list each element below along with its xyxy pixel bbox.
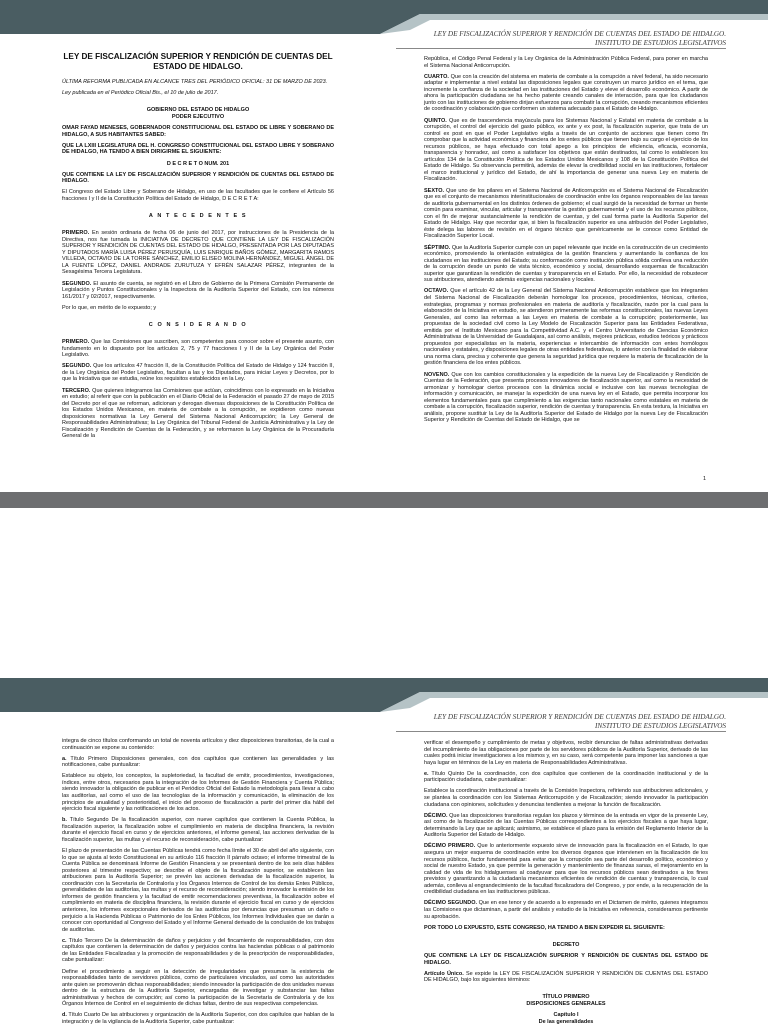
decree-number: D E C R E T O NUM. 201 bbox=[166, 160, 230, 167]
considerando-noveno: NOVENO. Que con los cambios constitucionales y la expedición de la nueva Ley de Fiscalización y Rendición de Cuentas de la Federación, que presenta procesos innovadores de fiscalización superior, así como la necesidad de armonizar y homologar ciertos procesos con la dinámica social e inclusive con las nuevas tecnologías de información y comunicación, se manejar la expedición de una nueva ley en el Estado, que permita incorporar los elementos fundamentales para que cumplimiento a las exigencias tanto nacionales como estatales en materia de combate a la corrupción, fiscalización superior, rendición de cuentas y transparencia. En esta textura, la Iniciativa en análisis, propone sustituir la Ley de la Auditoría Superior del Estado de Hidalgo por la nueva Ley de Fiscalización Superior y Rendición de Cuentas del Estado de Hidalgo, que se bbox=[424, 371, 708, 424]
considerando-segundo: SEGUNDO. Que los artículos 47 fracción II, de la Constitución Política del Estado de Hidalgo y 124 fracción II, de la Ley Orgánica del Poder Legislativo, facultan a las y los Diputados, para iniciar Leyes y Decretos, por lo que la Iniciativa que se estudia, reúne los requisitos establecidos en la Ley. bbox=[62, 363, 334, 383]
considerando-heading: C O N S I D E R A N D O bbox=[148, 321, 248, 328]
page1-right-column bbox=[424, 56, 708, 429]
header-institute: INSTITUTO DE ESTUDIOS LEGISLATIVOS bbox=[595, 38, 726, 47]
item-c-body: Define el procedimiento a seguir en la detección de irregularidades que presuman la existencia de responsabilidades tanto de servidores públicos, como de particulares vinculados, así como las autoridades ante quien se promoverán dichas responsabilidades; siendo innovador la participación de dos unidades nuevas dentro de la estructura de la Auditoría Superior, encargadas de investigar y substanciar las faltas administrativas y hechos de corrupción; así como la participación de la Secretaría de Contraloría y de los Órganos Internos de Control en el seguimiento de dichas faltas, dentro de sus respectivas competencias. bbox=[62, 968, 334, 1008]
law-title: LEY DE FISCALIZACIÓN SUPERIOR Y RENDICIÓN DE CUENTAS DEL ESTADO DE HIDALGO. bbox=[63, 52, 333, 71]
executive-heading: PODER EJECUTIVO bbox=[171, 114, 225, 121]
page1-left-column bbox=[62, 52, 334, 445]
item-e-body: Establece la coordinación institucional a través de la Comisión Inspectora, refiriendo sus atribuciones adicionales, y se plantea la coordinación con los Sistemas Anticorrupción y de Fiscalización; siendo innovador la participación ciudadana con opiniones, solicitudes y denuncias tendientes a mejorar la función de fiscalización. bbox=[424, 788, 708, 808]
considerando-octavo: OCTAVO. Que el artículo 42 de la Ley General del Sistema Nacional Anticorrupción establece que los integrantes del Sistema Nacional de Fiscalización deberán homologar los procesos, procedimientos, técnicas, criterios, estrategias, programas y normas profesionales en materia de auditoría y fiscalización, razón por la cual para la elaboración de la Iniciativa en estudio, se atendieron primeramente las reformas constitucionales, las nuevas Leyes Generales, así como las reformas a las Leyes en materia de combate a la corrupción; posteriormente, las propuestas de la sociedad civil como la Ley Modelo de Fiscalización Superior para las Entidades Federativas, emitida por el Instituto Mexicano para la Competitividad A.C. y el Centro Universitario de Ciencias Económico Administrativas de la Universidad de Guadalajara, así como análisis, mejores prácticas, estudios teóricos y prácticos propuestos por especialistas en la materia, experiencias e intercambio de información con entes homólogos nacionales y estatales, y disposiciones legales de otras entidades federativas, lo anterior con la finalidad de elaborar una norma clara, precisa y coherente que genera la seguridad jurídica que requiere la materia de fiscalización de la gestión financiera de los entes públicos. bbox=[424, 288, 708, 367]
por-lo-que: Por lo que, en mérito de lo expuesto; y bbox=[62, 304, 157, 311]
titulo-primero: TÍTULO PRIMERO bbox=[542, 994, 590, 1001]
item-b-body: El plazo de presentación de las Cuentas Públicas tendrá como fecha límite el 30 de abril del año siguiente, con lo que se ajusta al texto Constitucional en su artículo 116 fracción II párrafo octavo; el informe trimestral de la Cuenta Pública se denominará Informe de Gestión Financiera y se presentará dentro de los seis días hábiles posteriores al trimestre respectivo; se describe el objeto de la fiscalización superior, se establecen las atribuciones para la Auditoría Superior; se prevén las acciones derivadas de la fiscalización superior, la coordinación con la Secretaría de Contraloría y los Órganos Internos de Control de los demás Entes Públicos, generalidades de las auditorías, las multas y el recurso de reconsideración; siendo innovador la emisión de los informes de gestión financiera y la facultad de emitir recomendaciones preventivas, la fiscalización sobre el cumplimiento en materia de disciplina financiera, la revisión durante el ejercicio fiscal en curso y de ejercicios anteriores, los informes excepcionales derivados de las auditorías por denuncias que presuman un daño o perjuicio a la Hacienda Públicas o Patrimonio de los Entes Públicos, los Informes Individuales que se darán a conocer con oportunidad al Congreso del Estado y el Informe General derivado de la conclusión de los trabajos de auditorías. bbox=[62, 848, 334, 933]
item-d: d. Título Cuarto De las atribuciones y organización de la Auditoría Superior, con dos capítulos que hablan de la integración y de la vigilancia de la Auditoría Superior, cabe puntualizar: bbox=[62, 1012, 334, 1024]
por-todo-lo-expuesto: POR TODO LO EXPUESTO, ESTE CONGRESO, HA TENIDO A BIEN EXPEDIR EL SIGUIENTE: bbox=[424, 924, 665, 931]
considerando-decimo-primero: DÉCIMO PRIMERO. Que lo anteriormente expuesto sirve de innovación para la fiscalización en el Estado, lo que asegura un mejor esquema de coordinación entre los diversos órganos que intervienen en la fiscalización de los recursos públicos, factor fundamental para evitar que la corrupción sea parte del desarrollo político, económico y social de nuestro Estado, ya que permite la generación y mantenimiento de finanzas sanas, el mejoramiento en la calidad de vida de los hidalguenses al coadyuvar para que los recursos públicos sean destinados a los fines previstos y garantizando a la ciudadanía mecanismos eficientes de rendición de cuentas y transparencia, lo cual además, conlleva al engrandecimiento de la facultad fiscalizadora del Congreso, y por ende, a la recuperación de la credibilidad ciudadana en las instituciones públicas. bbox=[424, 843, 708, 896]
antecedentes-heading: A N T E C E D E N T E S bbox=[148, 213, 248, 220]
item-d-cont: verificar el desempeño y cumplimiento de metas y objetivos, recibir denuncias de faltas administrativas derivadas del incumplimiento de las obligaciones por parte de los servidores públicos de la Auditoría Superior, derivado de las cuales podrá iniciar investigaciones a los mismos y, en su caso, será competente para imponer las sanciones a que haya lugar en términos de la Ley en materia de Responsabilidades Administrativas. bbox=[424, 740, 708, 766]
publication-note: Ley publicada en el Periódico Oficial Bis., el 10 de julio de 2017. bbox=[62, 90, 219, 97]
antecedente-segundo: SEGUNDO. El asunto de cuenta, se registró en el Libro de Gobierno de la Primera Comisión Permanente de Legislación y Puntos Constitucionales y la Inspectora de la Auditoría Superior del Estado, con los números 161/2017 y 02/2017, respectivamente. bbox=[62, 280, 334, 300]
considerando-tercero-cont: República, el Código Penal Federal y la Ley Orgánica de la Administración Pública Federal, para poner en marcha el Sistema Nacional Anticorrupción. bbox=[424, 56, 708, 69]
governor-statement: OMAR FAYAD MENESES, GOBERNADOR CONSTITUCIONAL DEL ESTADO DE LIBRE Y SOBERANO DE HIDALGO, A SUS HABITANTES SABED: bbox=[62, 125, 334, 138]
considerando-primero: PRIMERO. Que las Comisiones que suscriben, son competentes para conocer sobre el presente asunto, con fundamento en lo dispuesto por los artículos 2, 75 y 77 fracciones I y II de la Ley Orgánica del Poder Legislativo. bbox=[62, 339, 334, 359]
considerando-decimo-segundo: DÉCIMO SEGUNDO. Que en ese tenor y de acuerdo a lo expresado en el Dictamen de mérito, quienes integramos las Comisiones que dictaminan, a partir del análisis y estudio de la Iniciativa en referencia, consideramos pertinente su aprobación. bbox=[424, 900, 708, 920]
considerando-quinto: QUINTO. Que es de trascendencia mayúscula para los Sistemas Nacional y Estatal en materia de combate a la corrupción, el control del ejercicio del gasto público, ex ante y ex post, la fiscalización superior, que trata de un control ex post en que el Poder Legislativo vigila a través de un conjunto de acciones que tienen como fin comprobar que la actividad económica y financiera de los entes públicos que tienen bajo su cargo el ejercicio de los recursos públicos, se haya efectuado con total apego a los principios de eficiencia, eficacia, economía, transparencia y honradez, así como a satisfacer los objetivos que están destinados, tal como lo establecen los artículos 134 de la Constitución Política de los Estados Unidos Mexicanos y 108 de la Constitución Política del Estado de Hidalgo. Su observancia permitirá, además de elevar la credibilidad social en las instituciones, fortalecer el marco institucional y jurídico del Estado, de ahí la importancia de generar una nueva Ley en materia de Fiscalización. bbox=[424, 117, 708, 183]
running-header bbox=[396, 713, 726, 732]
document-page-1 bbox=[0, 0, 768, 492]
considerando-decimo: DÉCIMO. Que las disposiciones transitorias regulan los plazos y términos de la entrada en vigor de la presente Ley, así como de la fiscalización de las Cuentas Públicas correspondientes a los ejercicios fiscales a que haya lugar, determinando la Ley que se aplicará; asimismo, se establece el plazo para la emisión del Reglamento Interior de la Auditoría Superior del Estado de Hidalgo. bbox=[424, 812, 708, 839]
antecedente-primero: PRIMERO. En sesión ordinaria de fecha 06 de junio del 2017, por instrucciones de la Presidencia de la Directiva, nos fue turnada la INICIATIVA DE DECRETO QUE CONTIENE LA LEY DE FISCALIZACIÓN SUPERIOR Y RENDICIÓN DE CUENTAS DEL ESTADO DE HIDALGO, PRESENTADA POR LAS DIPUTADAS Y DIPUTADOS MARÍA LUISA PÉREZ PERUSQUÍA, LUIS ENRIQUE BAÑOS GÓMEZ, MARGARITA RAMOS VILLEDA, OCTAVIO DE LA TORRE SÁNCHEZ, EMILIO ELISEO MOLINA HERNÁNDEZ, MIGUEL ÁNGEL DE LA FUENTE LÓPEZ, DANIEL ANDRADE ZURUTUZA Y EFRÉN SALAZAR PÉREZ, integrantes de la Sexagésima Tercera Legislatura. bbox=[62, 230, 334, 276]
document-page-2 bbox=[0, 508, 768, 1024]
considerando-septimo: SÉPTIMO. Que la Auditoría Superior cumple con un papel relevante que incide en la construcción de un crecimiento económico, promoviendo la orientación estratégica de la gestión financiera y aumentando la confianza de los ciudadanos en las instituciones del Estado; su conformación como institución pública sólida conlleva una reducción de la corrupción desde un punto de vista técnico, económico y social, desarrollando esquemas de fiscalización superior que garantizan la rendición de cuentas y transparencia en el Estado. Por ello, la necesidad de robustecer sus atribuciones, atendiendo además exigencias nacionales y locales. bbox=[424, 244, 708, 284]
page-number: 1 bbox=[702, 476, 706, 482]
considerando-sexto: SEXTO. Que uno de los pilares en el Sistema Nacional de Anticorrupción es el Sistema Nacional de Fiscalización que es el conjunto de mecanismos interinstitucionales de coordinación entre los órganos responsables de las tareas de auditoría gubernamental en los distintos órdenes de gobierno; el cual surgió de la necesidad de formar un frente común para examinar, vincular, articular y transparentar la gestión gubernamental y el uso de los recursos públicos, con el fin de mejorar sustancialmente la rendición de cuentas, y del cual forma parte la Auditoría Superior del Estado de Hidalgo. Hay que recordar que, si bien la fiscalización superior es una atribución del Poder Legislativo, éste delega las labores de revisión en el órgano técnico que genéricamente se le conoce como Entidad de Fiscalización Superior Local. bbox=[424, 187, 709, 240]
considerando-cuarto: CUARTO. Que con la creación del sistema en materia de combate a la corrupción a nivel federal, ha sido necesario adaptar e implementar a nivel estatal las disposiciones legales que construyen un marco jurídico en el tema, que incremente la confianza de la sociedad en las instituciones del Estado y eleve el desarrollo económico. A partir de ahora la participación ciudadana se ha hecho patente creando canales de interacción, para que los ciudadanos junto con las instituciones de gobierno dirijan esfuerzos para combatir la corrupción, creando mecanismos eficientes de coordinación y colaboración que conformen un sistema adecuado para el Estado de Hidalgo. bbox=[424, 73, 709, 113]
considerando-tercero: TERCERO. Que quienes integramos las Comisiones que actúan, coincidimos con lo expresado en la Iniciativa en estudio; al referir que con la publicación en el Diario Oficial de la Federación el pasado 27 de mayo de 2015 del Decreto por el que se reforman, adicionan y derogan diversas disposiciones de la Constitución Política de los Estados Unidos Mexicanos, en materia de combate a la corrupción, se expidieron como nuevas disposiciones normativas la Ley General del Sistema Nacional Anticorrupción; la Ley General de Responsabilidades Administrativas; la Ley Orgánica del Tribunal Federal de Justicia Administrativa y la Ley de Fiscalización y Rendición de Cuentas de la Federación, y se reformaron la Ley Orgánica de la Procuraduría General de la bbox=[62, 387, 335, 440]
last-reform-note: ÚLTIMA REFORMA PUBLICADA EN ALCANCE TRES DEL PERIÓDICO OFICIAL: 31 DE MARZO DE 2023. bbox=[62, 79, 328, 86]
capitulo-i: Capítulo I bbox=[553, 1012, 579, 1019]
congress-decrees: El Congreso del Estado Libre y Soberano de Hidalgo, en uso de las facultades que le confiere el Artículo 56 fracciones I y II de la Constitución Política del Estado de Hidalgo, D E C R E T A: bbox=[62, 189, 334, 202]
header-decoration bbox=[0, 508, 768, 718]
gov-heading: GOBIERNO DEL ESTADO DE HIDALGO bbox=[146, 107, 250, 114]
running-header bbox=[396, 30, 726, 49]
page2-right-column bbox=[424, 740, 708, 1024]
titles-intro: integra de cinco títulos conformando un total de noventa artículos y diez disposiciones transitorias, de la cual a continuación se expone su contenido: bbox=[62, 738, 334, 751]
item-c: c. Título Tercero De la determinación de daños y perjuicios y del fincamiento de responsabilidades, con dos capítulos que contienen la determinación de daños y perjuicios contra las haciendas públicas o al patrimonio de las Entidades Fiscalizadas y la promoción de responsabilidades y de la prescripción de responsabilidades, cabe puntualizar: bbox=[62, 937, 335, 964]
decree-contains: QUE CONTIENE LA LEY DE FISCALIZACIÓN SUPERIOR Y RENDICIÓN DE CUENTAS DEL ESTADO DE HIDALGO. bbox=[424, 952, 708, 966]
titulo-primero-name: DISPOSICIONES GENERALES bbox=[526, 1000, 606, 1007]
header-law-title: LEY DE FISCALIZACIÓN SUPERIOR Y RENDICIÓN DE CUENTAS DEL ESTADO DE HIDALGO. bbox=[433, 713, 726, 721]
item-e: e. Título Quinto De la coordinación, con dos capítulos que contienen de la coordinación institucional y de la participación ciudadana, cabe puntualizar: bbox=[424, 770, 709, 784]
header-institute: INSTITUTO DE ESTUDIOS LEGISLATIVOS bbox=[595, 721, 726, 730]
legislature-statement: QUE LA LXIII LEGISLATURA DEL H. CONGRESO CONSTITUCIONAL DEL ESTADO LIBRE Y SOBERANO DE HIDALGO, HA TENIDO A BIEN DIRIGIRME EL SIGUIENTE: bbox=[62, 142, 334, 156]
item-a: a. Título Primero Disposiciones generales, con dos capítulos que contienen las generalidades y las notificaciones, cabe puntualizar: bbox=[62, 755, 334, 769]
item-b: b. Título Segundo De la fiscalización superior, con nueve capítulos que contienen la Cuenta Pública, la fiscalización superior, la fiscalización sobre el cumplimiento en materia de disciplina financiera, la revisión durante el ejercicio fiscal en curso y de ejercicios anteriores, el informe general, las acciones derivadas de la fiscalización superior, las multas y el recurso de reconsideración, cabe puntualizar: bbox=[62, 817, 334, 843]
decreto-heading: DECRETO bbox=[552, 941, 580, 948]
decree-contains: QUE CONTIENE LA LEY DE FISCALIZACIÓN SUPERIOR Y RENDICIÓN DE CUENTAS DEL ESTADO DE HIDALGO. bbox=[62, 171, 334, 185]
page2-left-column bbox=[62, 738, 334, 1024]
articulo-unico: Artículo Único. Se expide la LEY DE FISCALIZACIÓN SUPERIOR Y RENDICIÓN DE CUENTAS DEL ESTADO DE HIDALGO, bajo los siguientes términos: bbox=[424, 970, 709, 984]
header-law-title: LEY DE FISCALIZACIÓN SUPERIOR Y RENDICIÓN DE CUENTAS DEL ESTADO DE HIDALGO. bbox=[433, 30, 726, 38]
item-a-body: Establece su objeto, los conceptos, la supletoriedad, la facultad de emitir, procedimientos, investigaciones, índices, entre otros, necesarios para la integración de los Informes de Gestión Financiera y Cuenta Pública; siendo innovador la obligación de publicar en el Periódico Oficial del Estado la metodología para llevar a cabo las auditorías, así como el uso de las tecnologías de la información y comunicación, la eliminación de los principios de anualidad y posterioridad, el inicio del proceso de fiscalización a partir del primer día hábil del ejercicio fiscal siguiente y las notificaciones de los actos. bbox=[62, 773, 334, 813]
capitulo-i-name: De las generalidades bbox=[538, 1018, 594, 1024]
